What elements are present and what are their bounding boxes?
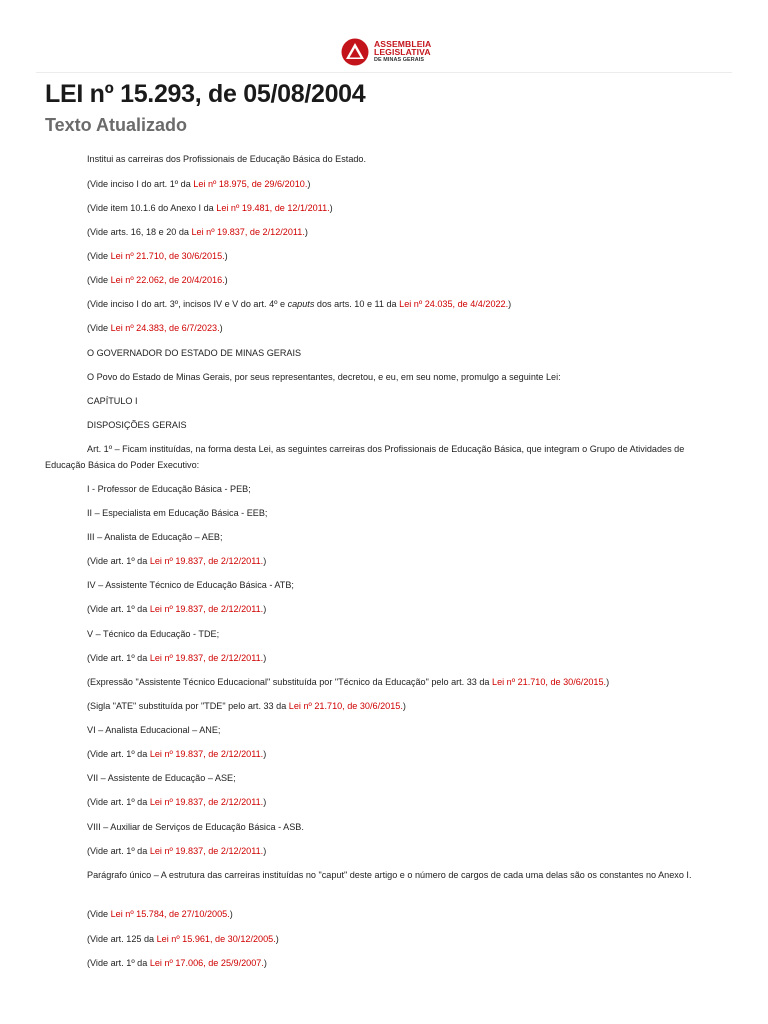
paragrafo-unico: Parágrafo único – A estrutura das carreiras instituídas no "caput" deste artigo e o número de cargos de cada uma delas são os constantes no Anexo I. bbox=[87, 870, 692, 880]
logo-text bbox=[374, 40, 431, 64]
page-subtitle: Texto Atualizado bbox=[45, 115, 188, 135]
page-header bbox=[36, 0, 732, 73]
amendment-note bbox=[45, 699, 725, 715]
law-link[interactable]: Lei nº 21.710, de 30/6/2015. bbox=[288, 701, 403, 711]
note-text: (Vide art. 1º da bbox=[87, 958, 150, 968]
vide-note bbox=[45, 844, 725, 860]
note-text: ) bbox=[263, 604, 267, 614]
note-text: (Vide art. 1º da bbox=[87, 556, 150, 566]
note-text: ) bbox=[307, 179, 311, 189]
triangle-mountain-icon bbox=[340, 38, 370, 66]
vide-note bbox=[45, 273, 725, 289]
law-link[interactable]: Lei nº 15.784, de 27/10/2005. bbox=[110, 909, 230, 919]
vide-note bbox=[45, 602, 725, 618]
vide-note bbox=[45, 747, 725, 763]
note-text: dos arts. 10 e 11 da bbox=[314, 299, 400, 309]
note-text: (Vide art. 1º da bbox=[87, 749, 150, 759]
item-viii: VIII – Auxiliar de Serviços de Educação Básica - ASB. bbox=[87, 822, 304, 832]
note-text: (Expressão "Assistente Técnico Educacional" substituída por "Técnico da Educação" pelo art. 33 da bbox=[87, 677, 493, 687]
note-text: (Vide bbox=[87, 909, 111, 919]
note-text: (Vide bbox=[87, 251, 111, 261]
note-text: (Vide art. 1º da bbox=[87, 653, 150, 663]
note-text: ) bbox=[402, 701, 406, 711]
law-link[interactable]: Lei nº 19.481, de 12/1/2011. bbox=[216, 203, 330, 213]
note-text: (Vide bbox=[87, 275, 111, 285]
vide-note bbox=[45, 651, 725, 667]
note-text: ) bbox=[263, 556, 267, 566]
law-link[interactable]: Lei nº 24.383, de 6/7/2023. bbox=[110, 323, 220, 333]
vide-note bbox=[45, 225, 725, 241]
logo-line-1: ASSEMBLEIA bbox=[374, 39, 432, 49]
note-text: ) bbox=[224, 251, 228, 261]
note-text: (Sigla "ATE" substituída por "TDE" pelo art. 33 da bbox=[87, 701, 289, 711]
note-text: (Vide inciso I do art. 1º da bbox=[87, 179, 194, 189]
vide-note bbox=[45, 932, 725, 948]
law-link[interactable]: Lei nº 19.837, de 2/12/2011. bbox=[149, 556, 264, 566]
note-emphasis: caputs bbox=[287, 299, 315, 309]
vide-note bbox=[45, 956, 725, 972]
item-vii: VII – Assistente de Educação – ASE; bbox=[87, 773, 236, 783]
vide-note bbox=[45, 249, 725, 265]
note-text: ) bbox=[229, 909, 233, 919]
item-iv: IV – Assistente Técnico de Educação Básica - ATB; bbox=[87, 580, 294, 590]
article-1: Art. 1º – Ficam instituídas, na forma desta Lei, as seguintes carreiras dos Profissionais de Educação Básica, que integram o Grupo de Atividades de Educação Básica do Poder Executivo: bbox=[45, 444, 685, 470]
vide-note bbox=[45, 907, 725, 923]
promulgation-line: O Povo do Estado de Minas Gerais, por seus representantes, decretou, e eu, em seu nome, promulgo a seguinte Lei: bbox=[87, 372, 561, 382]
law-link[interactable]: Lei nº 19.837, de 2/12/2011. bbox=[191, 227, 305, 237]
note-text: ) bbox=[263, 958, 267, 968]
note-text: ) bbox=[606, 677, 610, 687]
vide-note bbox=[45, 201, 725, 217]
note-text: (Vide art. 1º da bbox=[87, 846, 150, 856]
note-text: (Vide art. 125 da bbox=[87, 934, 157, 944]
note-text: ) bbox=[329, 203, 333, 213]
note-text: ) bbox=[224, 275, 228, 285]
item-vi: VI – Analista Educacional – ANE; bbox=[87, 725, 221, 735]
law-link[interactable]: Lei nº 24.035, de 4/4/2022. bbox=[399, 299, 509, 309]
law-link[interactable]: Lei nº 19.837, de 2/12/2011. bbox=[149, 604, 264, 614]
vide-note bbox=[45, 795, 725, 811]
vide-note bbox=[45, 297, 725, 313]
note-text: ) bbox=[304, 227, 308, 237]
vide-note bbox=[45, 177, 725, 193]
note-text: ) bbox=[508, 299, 512, 309]
item-v: V – Técnico da Educação - TDE; bbox=[87, 629, 220, 639]
note-text: ) bbox=[263, 749, 267, 759]
note-text: (Vide bbox=[87, 323, 111, 333]
governador-line: O GOVERNADOR DO ESTADO DE MINAS GERAIS bbox=[87, 348, 302, 358]
law-link[interactable]: Lei nº 15.961, de 30/12/2005. bbox=[156, 934, 276, 944]
item-ii: II – Especialista em Educação Básica - EEB; bbox=[87, 508, 268, 518]
logo-line-2: LEGISLATIVA bbox=[374, 47, 431, 57]
note-text: ) bbox=[219, 323, 223, 333]
law-link[interactable]: Lei nº 19.837, de 2/12/2011. bbox=[149, 797, 264, 807]
section-heading: DISPOSIÇÕES GERAIS bbox=[87, 420, 187, 430]
law-link[interactable]: Lei nº 19.837, de 2/12/2011. bbox=[149, 749, 264, 759]
vide-note bbox=[45, 321, 725, 337]
note-text: ) bbox=[275, 934, 279, 944]
page-title: LEI nº 15.293, de 05/08/2004 bbox=[45, 80, 366, 108]
law-link[interactable]: Lei nº 17.006, de 25/9/2007. bbox=[149, 958, 264, 968]
law-link[interactable]: Lei nº 21.710, de 30/6/2015. bbox=[492, 677, 607, 687]
ementa: Institui as carreiras dos Profissionais de Educação Básica do Estado. bbox=[87, 154, 367, 164]
note-text: ) bbox=[263, 797, 267, 807]
logo-line-3: DE MINAS GERAIS bbox=[374, 57, 425, 63]
note-text: (Vide art. 1º da bbox=[87, 797, 150, 807]
chapter-heading: CAPÍTULO I bbox=[87, 396, 138, 406]
note-text: (Vide item 10.1.6 do Anexo I da bbox=[87, 203, 217, 213]
amendment-note bbox=[45, 675, 725, 691]
item-i: I - Professor de Educação Básica - PEB; bbox=[87, 484, 251, 494]
assembleia-logo[interactable] bbox=[340, 38, 431, 66]
vide-note bbox=[45, 554, 725, 570]
note-text: ) bbox=[263, 653, 267, 663]
law-link[interactable]: Lei nº 22.062, de 20/4/2016. bbox=[110, 275, 225, 285]
law-link[interactable]: Lei nº 18.975, de 29/6/2010. bbox=[193, 179, 308, 189]
law-link[interactable]: Lei nº 19.837, de 2/12/2011. bbox=[149, 846, 264, 856]
law-link[interactable]: Lei nº 19.837, de 2/12/2011. bbox=[149, 653, 264, 663]
law-link[interactable]: Lei nº 21.710, de 30/6/2015. bbox=[110, 251, 225, 261]
note-text: (Vide inciso I do art. 3º, incisos IV e V do art. 4º e bbox=[87, 299, 288, 309]
item-iii: III – Analista de Educação – AEB; bbox=[87, 532, 223, 542]
note-text: (Vide arts. 16, 18 e 20 da bbox=[87, 227, 192, 237]
note-text: (Vide art. 1º da bbox=[87, 604, 150, 614]
note-text: ) bbox=[263, 846, 267, 856]
